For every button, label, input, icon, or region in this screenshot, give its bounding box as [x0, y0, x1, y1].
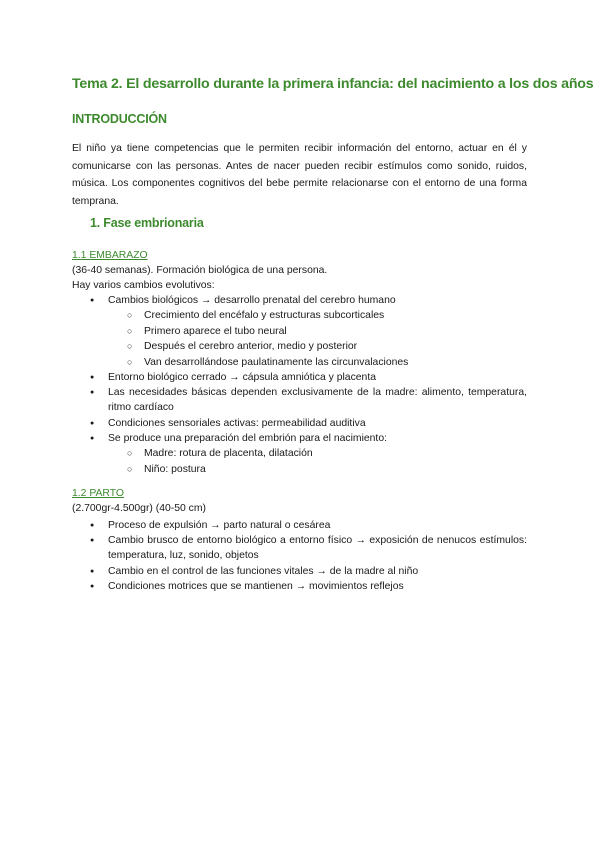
subheading-embarazo: 1.1 EMBARAZO	[72, 250, 148, 261]
intro-paragraph: El niño ya tiene competencias que le permiten recibir información del entorno, actuar en él y comunicarse con las personas. Antes de nacer pueden recibir estímulos como sonido, ruidos, música. Los componentes cognitivos del bebe permite relacionarse con el entorno de una forma temprana.	[72, 143, 527, 207]
list-item: ○ Primero aparece el tubo neural	[144, 324, 527, 339]
list-item: ● Proceso de expulsión → parto natural o cesárea	[108, 518, 527, 533]
list-item: ○ Niño: postura	[144, 462, 527, 477]
embarazo-line-1: (36-40 semanas). Formación biológica de una persona.	[72, 265, 328, 276]
list-item: ○ Van desarrollándose paulatinamente las circunvalaciones	[144, 355, 527, 370]
list-item: ● Se produce una preparación del embrión para el nacimiento:	[108, 431, 527, 446]
list-item: ○ Madre: rotura de placenta, dilatación	[144, 446, 527, 461]
list-item: ● Las necesidades básicas dependen exclusivamente de la madre: alimento, temperatura, ritmo cardíaco	[108, 385, 527, 416]
list-item: ● Entorno biológico cerrado → cápsula amniótica y placenta	[108, 370, 527, 385]
list-item: ● Cambio en el control de las funciones vitales → de la madre al niño	[108, 564, 527, 579]
list-item: ● Condiciones motrices que se mantienen → movimientos reflejos	[108, 579, 527, 594]
list-item: ● Cambio brusco de entorno biológico a entorno físico → exposición de nenucos estímulos: temperatura, luz, sonido, objetos	[108, 533, 527, 564]
section-heading-fase-embrionaria: 1. Fase embrionaria	[90, 216, 204, 230]
intro-heading: INTRODUCCIÓN	[72, 112, 167, 126]
list-item: ● Condiciones sensoriales activas: permeabilidad auditiva	[108, 416, 527, 431]
parto-line-1: (2.700gr-4.500gr) (40-50 cm)	[72, 503, 206, 514]
list-item: ○ Después el cerebro anterior, medio y posterior	[144, 339, 527, 354]
subheading-parto: 1.2 PARTO	[72, 488, 124, 499]
list-item: ○ Crecimiento del encéfalo y estructuras subcorticales	[144, 308, 527, 323]
embarazo-line-2: Hay varios cambios evolutivos:	[72, 280, 215, 291]
list-item: ● Cambios biológicos → desarrollo prenatal del cerebro humano	[108, 293, 527, 308]
document-title: Tema 2. El desarrollo durante la primera infancia: del nacimiento a los dos años	[72, 76, 594, 92]
